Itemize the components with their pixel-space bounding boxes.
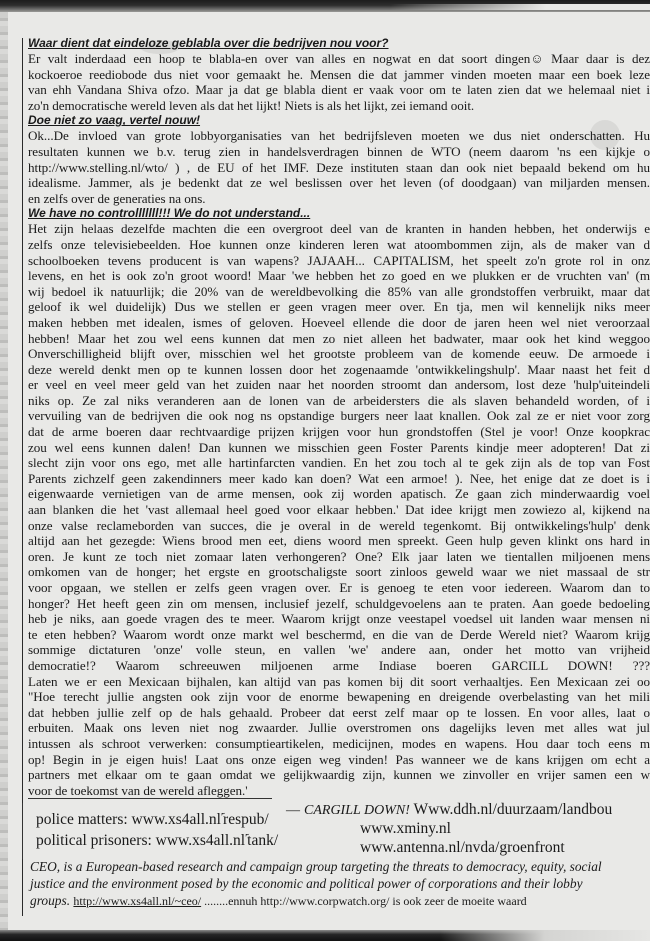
political-prisoners-path: tank/ [247,832,279,849]
text-line: resultaten kunnen we b.v. terug zien in handelsverdragen binnen de WTO (neem daarom 'ns een kijkje o [28,143,650,159]
text-line: Ok...De invloed van grote lobbyorganisaties van het bedrijfsleven moeten we dus niet onderschatten. Hu [28,128,650,144]
footer-line: CEO, is a European-based research and campaign group targeting the threats to democracy, equity, social [30,859,602,874]
dash: — [286,803,300,818]
text-line: altijd aan het gezegde: Wiens brood men eet, diens woord men spreekt. Geen hulp geven klinkt ons hard in [28,533,650,549]
text-line: zou wel eens kunnen dalen! Dan kunnen we misschien geen Foster Parents kindje meer adopteren! Dat zi [28,439,650,455]
text-line: honger? Het heeft geen zin om mensen, inclusief jezelf, schuldgevoelens aan te praten. Aan goede bedoeling [28,595,650,611]
text-line: zo'n democratische wereld leven als dat het lijkt! Niets is als het lijkt, zei iemand ooit. [28,97,475,113]
text-line: erbuiten. Maak ons leven niet nog zwaarder. Jullie overstromen ons dagelijks leven met alles wat jul [28,720,650,736]
text-line: kockoeroe reediobode dus niet voor gemaakt he. Mensen die dat jammer vinden moeten maar een boek leze [28,66,650,82]
political-prisoners-label: political prisoners: www.xs4all.nl [36,832,246,849]
text-line [28,783,650,800]
links-block [28,801,648,859]
text-line: partners met elkaar om te gaan omdat we gelijkwaardig zijn, kunnen we zinvoller en vrijer samen een w [28,767,650,783]
text-line: aan blanken die het 'vast allemaal heel goed voor elkaar hebben.' Dat idee krijgt men zowiezo al, kijkend na [28,502,650,518]
text-line: dat de arme boeren daar rechtvaardige prijzen krijgen voor hun grondstoffen (Stel je voor! Onze koopkrac [28,424,650,440]
text-line: schoolboeken tevens producent is van wapens? JAJAAH... CAPITALISM, het speelt zo'n grote rol in onz [28,252,650,268]
cargill-down-slogan: CARGILL DOWN! [304,803,410,818]
section-heading: We have no controlllllll!!! We do not understand... [28,206,311,221]
corpwatch-text: ........ennuh http://www.corpwatch.org/ is ook zeer de moeite waard [201,894,527,908]
text-line: heb je niks, aan goede vragen des te meer. Waarom krijgt onze veestapel voedsel uit landen waar mensen ni [28,611,650,627]
text-line: er veel en veel meer geld van het zuiden naar het noorden stroomt dan andersom, lost deze 'hulp'uiteindeli [28,377,650,393]
scan-bottom-edge [0,930,650,941]
text-line: Parents zichzelf geen zakendinners meer kado kan doen? Wat een armoe! ). Nee, het enige dat ze doet is i [28,470,650,486]
text-line: te eten hebben? Waarom wordt onze markt wel beschermd, en die van de Derde Wereld niet? Waarom krijg [28,626,650,642]
text-line: intussen als schroot verwerken: consumptieartikelen, medicijnen, modes en wapens. Hou daar toch eens m [28,735,650,751]
tick-mark: ′˜ [245,832,248,844]
tick-mark: ′˜ [220,811,224,823]
document-page [28,36,650,799]
political-prisoners-link[interactable] [36,832,278,850]
scan-left-edge [0,12,8,930]
footer-line: justice and the environment posed by the economic and political power of corporations and their lobby [30,876,583,891]
text-line: op! Begin in je eigen huis! Laat ons onze eigen weg vinden! Pas wanneer we de kans krijgen om echt a [28,751,650,767]
footer-text: groups. [30,893,74,908]
text-line: zelfs onze televisiebeelden. Hoe kunnen onze kinderen leren wat atoombommen zijn, als de maker van d [28,236,650,252]
text-line: "Hoe terecht jullie angsten ook zijn voor de enorme bewapening en dreigende overbelasting van het mili [28,689,650,705]
margin-rule [22,38,23,916]
ceo-footer [30,858,650,910]
text-line: slecht zijn voor ons ego, met alle hartinfarcten vandien. En het zou toch al te gek zijn als de top van Fost [28,455,650,471]
text-line: Er valt inderdaad een hoop te blabla-en over van alles en nogwat en dat soort dingen☺ Maar daar is dez [28,51,650,66]
text-line: hebben! Maar het zou wel eens kunnen dat men zo niet alleen het badwater, maar ook het kind weggoo [28,330,650,346]
closing-quote-line: voor de toekomst van de wereld afleggen.' [28,783,272,800]
police-matters-path: respub/ [223,811,269,828]
text-line: voor opgaan, we stellen er zelfs geen vragen over. Er is genoeg te eten voor iedereen. Waarom dan to [28,580,650,595]
section-heading: Waar dient dat eindeloze geblabla over die bedrijven nou voor? [28,36,389,50]
text-line: en zelfs over de generaties na ons. [28,190,206,206]
text-line: idealisme. Jammer, als je bedenkt dat ze wel beslissen over het leven (of doodgaan) van miljarden mensen. [28,175,650,191]
text-line: niks op. Ze zal niks veranderen aan de lonen van de arbeidersters die als slaven behandeld worden, of i [28,392,650,408]
text-line: onze valse reclameborden van succes, die je overal in de wereld tegenkomt. Bij ontwikkelings'hulp' denk [28,517,650,533]
section-heading: Doe niet zo vaag, vertel nouw! [28,113,201,128]
text-line: vervuiling van de bedrijven die ook nog ns opstandige burgers neer laat knallen. Ook zal ze er niet voor zorg [28,408,650,424]
text-line: oren. Je kunt ze toch niet zomaar laten verhongeren? One? Elk jaar laten we tientallen miljoenen mens [28,548,650,564]
text-line: maken hebben met idealen, ismes of geloven. Hoeveel ellende die door de jaren heen wel niet veroorzaal [28,314,650,330]
text-line: wij bedoel ik natuurlijk; die 20% van de wereldbevolking die 85% van alle grondstoffen verbruikt, maar dat [28,283,650,299]
text-line: Het zijn helaas dezelfde machten die een overgroot deel van de kranten in handen hebben, het onderwijs e [28,221,650,237]
text-line: deze wereld denkt men op te kunnen lossen door het zogenaamde 'ontwikkelingshulp'. Maar naast het feit d [28,361,650,377]
antenna-link[interactable]: www.antenna.nl/nvda/groenfront [360,839,565,856]
cargill-line [304,801,612,819]
scan-top-edge [0,0,650,12]
text-line: Laten we er een Mexicaan bijhalen, kan altijd van pas komen bij dit soort verhaaltjes. Een Mexicaan zei oo [28,673,650,689]
text-line: democratie!? Waarom schreeuwen miljoenen arme Indiase boeren GARCILL DOWN! ??? [28,657,650,673]
text-line: dat hebben jullie zelf op de hals gehaald. Probeer dat eerst zelf maar op te lossen. En voor alles, laat o [28,704,650,720]
ceo-link[interactable]: http://www.xs4all.nl/~ceo/ [73,894,202,908]
text-line: http://www.stelling.nl/wto/ ) , de EU of het IMF. Deze instituten staan dan ook niet bepaald bekend om hu [28,159,650,175]
text-line: van ehh Vandana Shiva ofzo. Maar ja dat ge blabla dient er vaak voor om te laten zien dat we helemaal niet i [28,82,650,98]
police-matters-link[interactable] [36,811,269,829]
text-line: Onverschilligheid blijft over, misschien wel het grootste probleem van de komende eeuw. De armoede i [28,346,650,362]
footer-line [30,892,650,910]
police-matters-label: police matters: www.xs4all.nl [36,811,221,828]
ddh-link[interactable]: Www.ddh.nl/duurzaam/landbou [413,801,613,818]
xminy-link[interactable]: www.xminy.nl [360,820,451,837]
text-line: omkomen van de honger; het ergste en grootschaligste soort zinloos geweld waar we niet massaal de str [28,564,650,580]
text-line: sommige dictaturen 'onze' volle steun, en vallen 'we' andere aan, onder het motto van vrijheid [28,642,650,658]
text-line: levens, en het is ook zo'n groot woord! Maar 'we hebben het zo goed en we plukken er de vruchten van' (m [28,268,650,284]
text-line: eigenwaarde vernietigen van de arme mensen, ook zij worden apatisch. Ze gaan zich minderwaardig voel [28,486,650,502]
text-line: geloof ik wel duidelijk) Dus we stellen er geen vragen meer over. En tja, men wil kennelijk niks meer [28,299,650,315]
